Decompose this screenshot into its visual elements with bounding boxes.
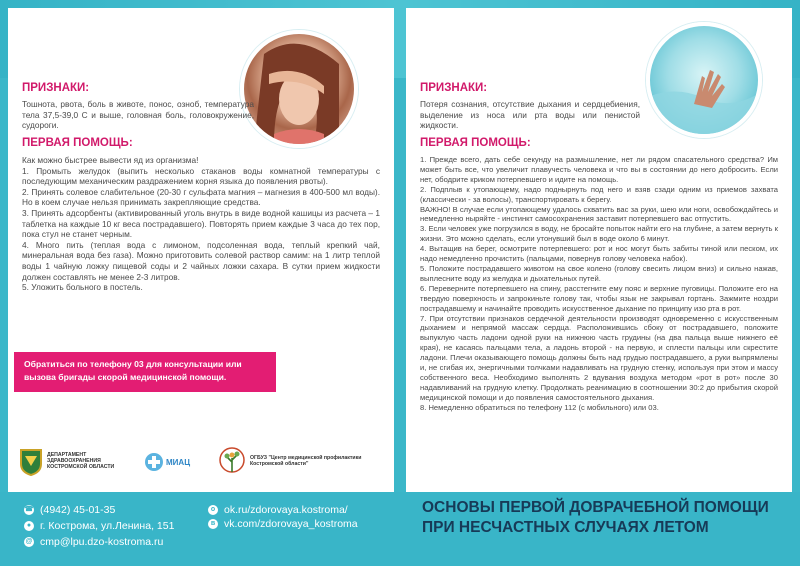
contact-address [24, 520, 174, 532]
contact-phone-text: (4942) 45-01-35 [40, 504, 116, 516]
logo-health-department-text: ДЕПАРТАМЕНТ ЗДРАВООХРАНЕНИЯ КОСТРОМСКОЙ ОБЛАСТИ [47, 452, 115, 470]
right-firstaid-line: 1. Прежде всего, дать себе секунду на размышление, нет ли рядом спасательного средства? Им может быть все, что увеличит плавучесть человека и что вы в состоянии до него добросить. Если нет, ободрите криком потерпевшего и идите на помощь. [420, 155, 778, 184]
right-firstaid-line: 3. Если человек уже погрузился в воду, не бросайте попыток найти его на глубине, а затем вернуть к жизни. Это можно сделать, если утонувший был в воде около 6 минут. [420, 224, 778, 244]
right-firstaid-line: 8. Немедленно обратиться по телефону 112 (с мобильного) или 03. [420, 402, 659, 412]
logos-row [18, 446, 388, 482]
main-title-line-2: ПРИ НЕСЧАСТНЫХ СЛУЧАЯХ ЛЕТОМ [422, 519, 709, 536]
coat-of-arms-icon [18, 446, 44, 476]
drowning-hand-photo [646, 22, 762, 138]
left-firstaid-line: Как можно быстрее вывести яд из организма! [22, 155, 199, 165]
logo-prevention-center [218, 446, 380, 476]
right-firstaid-text [420, 155, 778, 413]
left-subtitle: Рекомендация для родителей [22, 56, 150, 66]
brochure-main-title [408, 490, 798, 550]
logo-miac-text: МИАЦ [166, 457, 191, 467]
right-firstaid-line: 4. Вытащив на берег, осмотрите потерпевшего: рот и нос могут быть забиты тиной или песком, их надо немедленно прочистить (пальцами, повернув голову человека набок). [420, 244, 778, 264]
logo-health-department [18, 446, 119, 476]
left-firstaid-line: 1. Промыть желудок (выпить несколько стаканов воды комнатной температуры с последующим механическим раздражением корня языка до появления рвоты). [22, 165, 380, 187]
right-firstaid-line: 2. Подплыв к утопающему, надо поднырнуть под него и взяв сзади одним из приемов захвата (классически - за волосы), транспортировать к берегу. [420, 184, 778, 204]
right-subtitle: Рекомендация для родителей [420, 56, 548, 66]
right-signs-heading: ПРИЗНАКИ: [420, 82, 488, 94]
contact-email-text[interactable]: cmp@lpu.dzo-kostroma.ru [40, 536, 164, 548]
call-ambulance-callout: Обратиться по телефону 03 для консультации или вызова бригады скорой медицинской помощи. [14, 352, 276, 392]
ok-icon: о [208, 505, 218, 515]
contact-email[interactable] [24, 536, 163, 548]
email-icon: @ [25, 538, 33, 545]
left-signs-text: Тошнота, рвота, боль в животе, понос, озноб, температура тела 37,5-39,0 С и выше, головная боль, головокружение, судороги. [22, 99, 254, 131]
left-firstaid-heading: ПЕРВАЯ ПОМОЩЬ: [22, 137, 133, 149]
left-firstaid-line: 3. Принять адсорбенты (активированный уголь внутрь в виде водной кашицы из расчета – 1 таблетка на каждые 10 кг веса пострадавшего). Повторять прием каждые 3 часа до тех пор, пока стул не станет черным. [22, 207, 380, 240]
contact-vk[interactable] [208, 518, 358, 530]
left-signs-heading: ПРИЗНАКИ: [22, 82, 90, 94]
hand-in-water-icon [650, 26, 758, 134]
contact-phone [24, 504, 115, 516]
right-signs-text: Потеря сознания, отсутствие дыхания и сердцебиения, выделение из носа или рта воды или пенистой жидкости. [420, 99, 640, 131]
medical-cross-icon [144, 452, 164, 472]
left-firstaid-text [22, 155, 380, 293]
right-firstaid-line: ВАЖНО! В случае если утопающему удалось схватить вас за руки, шею или ноги, освобождайтесь и немедленно ныряйте - инстинкт самосохранения заставит потерпевшего вас отпустить. [420, 204, 778, 224]
contact-vk-text[interactable]: vk.com/zdorovaya_kostroma [224, 518, 358, 530]
right-firstaid-line: 6. Переверните потерпевшего на спину, расстегните ему пояс и верхние пуговицы. Положите его на твердую поверхность и запрокиньте голову так, чтобы язык не закрывал гортань. Зажмите ноздри пострадавшему и начинайте проводить искусственное дыхание по принципу изо рта в рот. [420, 283, 778, 313]
location-icon: ● [24, 521, 34, 531]
woman-headache-photo [240, 30, 358, 148]
woman-illustration-icon [244, 34, 354, 144]
phone-icon: ☎ [24, 506, 34, 513]
contact-address-text: г. Кострома, ул.Ленина, 151 [40, 520, 175, 532]
logo-miac [144, 452, 190, 472]
contact-ok[interactable] [208, 504, 348, 516]
logo-prevention-center-text: ОГБУЗ "Центр медицинской профилактики Костромской области" [250, 455, 362, 467]
contact-ok-text[interactable]: ok.ru/zdorovaya.kostroma/ [224, 504, 348, 516]
left-firstaid-line: 4. Много пить (теплая вода с лимоном, подсоленная вода, теплый крепкий чай, минеральная вода без газа). Можно приготовить солевой раствор самим: на 1 литр теплой воды 1 чайную ложку пищевой соды и 2 чайных ложки сахара. В сутки прием жидкости должен составлять не менее 2-3 литров. [22, 239, 380, 282]
left-firstaid-line: 2. Принять солевое слабительное (20-30 г сульфата магния – магнезия в 400-500 мл воды). Но в коем случае нельзя принимать закрепляющие средства. [22, 186, 380, 208]
right-title: УТОПЛЕНИЕ [420, 33, 527, 52]
vk-icon: в [208, 519, 218, 529]
right-firstaid-line: 7. При отсутствии признаков сердечной деятельности производят одновременно с искусственным дыханием и непрямой массаж сердца. Расположившись сбоку от пострадавшего, положите выпуклую часть ладони одной руки на нижнюю часть грудины (на два пальца выше нижнего её края), не касаясь пальцами тела, а ладонь второй - на первую, и сплести пальцы или скрестите ладони. Плечи оказывающего помощь должны быть над грудью пострадавшего, а руки выпрямлены и, не сгибая их, энергичными толчками надавливать на грудную стенку, используя при этом и массу собственного веса. Необходимо выполнять 2 вдувания воздуха методом «рот в рот» после 30 надавливаний на грудную клетку. Продолжать реанимацию в соотношении 30:2 до прибытия скорой медицинской помощи и до появления самостоятельного дыхания. [420, 313, 778, 402]
right-firstaid-line: 5. Положите пострадавшего животом на свое колено (голову свесить лицом вниз) и сильно нажав, выплесните воду из желудка и дыхательных путей. [420, 263, 778, 283]
left-firstaid-line: 5. Уложить больного в постель. [22, 282, 143, 293]
right-firstaid-heading: ПЕРВАЯ ПОМОЩЬ: [420, 137, 531, 149]
main-title-line-1: ОСНОВЫ ПЕРВОЙ ДОВРАЧЕБНОЙ ПОМОЩИ [422, 499, 769, 516]
tree-logo-icon [218, 446, 246, 476]
left-title: ПИЩЕВЫЕ ОТРАВЛЕНИЯ [22, 33, 242, 52]
